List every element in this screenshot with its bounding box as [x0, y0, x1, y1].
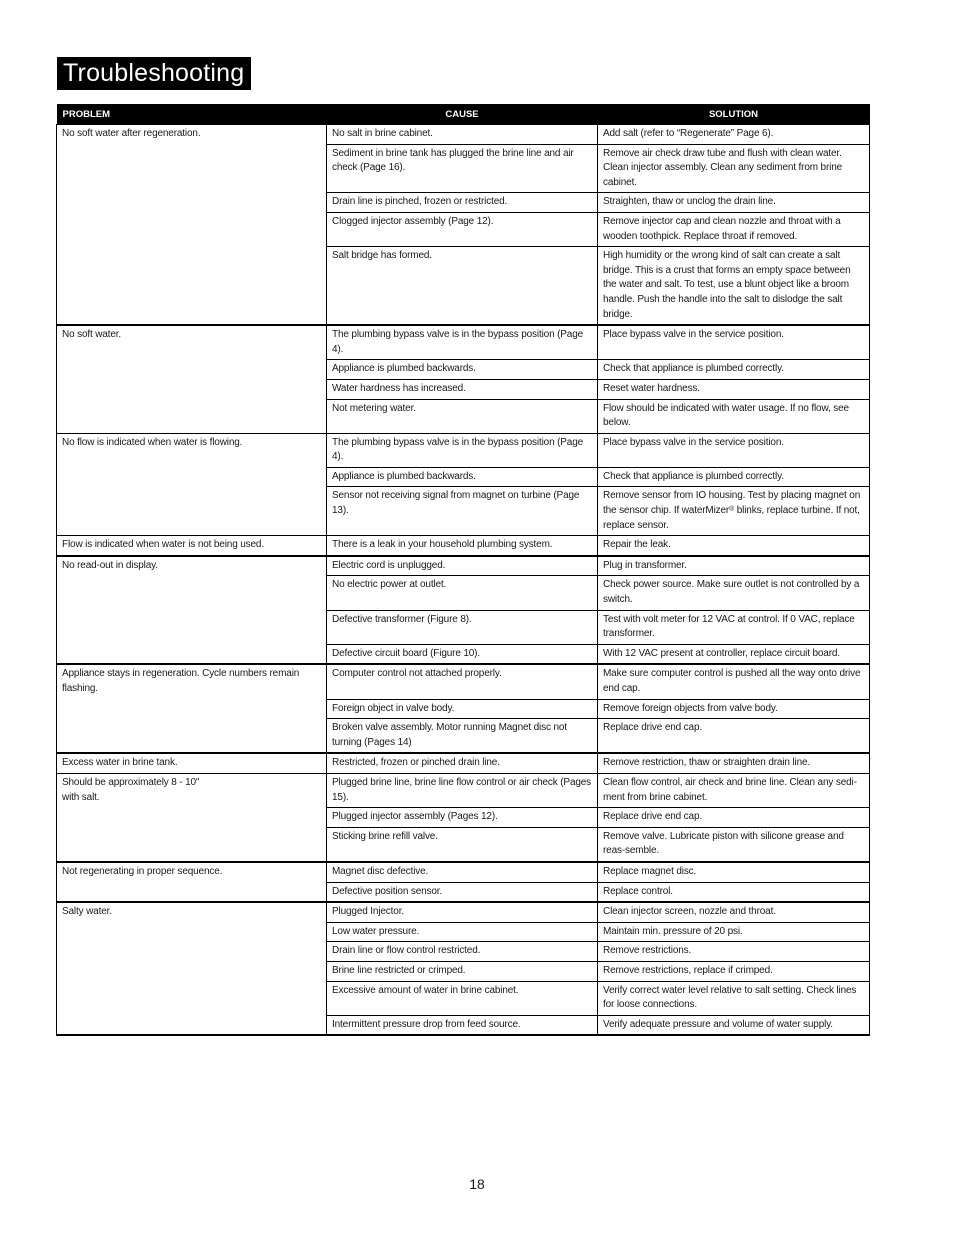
cause-cell: Sticking brine refill valve.	[327, 827, 598, 862]
solution-cell: Check that appliance is plumbed correctly.	[598, 360, 870, 380]
cause-cell: Plugged injector assembly (Pages 12).	[327, 808, 598, 828]
problem-cell	[57, 882, 327, 902]
problem-header: PROBLEM	[57, 104, 327, 125]
problem-cell	[57, 699, 327, 719]
solution-cell: Clean flow control, air check and brine line. Clean any sedi-ment from brine cabinet.	[598, 773, 870, 807]
solution-cell: Add salt (refer to “Regenerate” Page 6).	[598, 125, 870, 145]
problem-cell	[57, 961, 327, 981]
troubleshooting-table	[56, 104, 870, 1036]
problem-cell	[57, 487, 327, 536]
problem-cell	[57, 576, 327, 610]
table-row	[57, 942, 870, 962]
solution-cell: With 12 VAC present at controller, replace circuit board.	[598, 644, 870, 664]
solution-header: SOLUTION	[598, 104, 870, 125]
cause-cell: There is a leak in your household plumbing system.	[327, 536, 598, 556]
solution-cell: Remove restrictions.	[598, 942, 870, 962]
table-row	[57, 576, 870, 610]
cause-cell: Computer control not attached properly.	[327, 664, 598, 699]
problem-cell: No flow is indicated when water is flowing.	[57, 433, 327, 467]
cause-cell: No electric power at outlet.	[327, 576, 598, 610]
table-row	[57, 753, 870, 773]
cause-cell: Appliance is plumbed backwards.	[327, 360, 598, 380]
cause-cell: Excessive amount of water in brine cabinet.	[327, 981, 598, 1015]
solution-cell: Remove sensor from IO housing. Test by placing magnet on the sensor chip. If waterMizer® blinks, replace turbine. If not, replace sensor.	[598, 487, 870, 536]
table-row	[57, 399, 870, 433]
problem-cell: Excess water in brine tank.	[57, 753, 327, 773]
table-row	[57, 212, 870, 246]
table-row	[57, 1015, 870, 1035]
page-title: Troubleshooting	[57, 57, 251, 90]
solution-cell: Test with volt meter for 12 VAC at control. If 0 VAC, replace transformer.	[598, 610, 870, 644]
solution-cell: Remove restrictions, replace if crimped.	[598, 961, 870, 981]
problem-cell	[57, 212, 327, 246]
problem-cell: Not regenerating in proper sequence.	[57, 862, 327, 882]
cause-cell: Sensor not receiving signal from magnet on turbine (Page 13).	[327, 487, 598, 536]
problem-cell	[57, 467, 327, 487]
solution-cell: Remove injector cap and clean nozzle and throat with a wooden toothpick. Replace throat if removed.	[598, 212, 870, 246]
table-row	[57, 467, 870, 487]
cause-cell: Sediment in brine tank has plugged the brine line and air check (Page 16).	[327, 144, 598, 193]
cause-cell: Foreign object in valve body.	[327, 699, 598, 719]
solution-cell: Verify correct water level relative to salt setting. Check lines for loose connections.	[598, 981, 870, 1015]
problem-cell	[57, 942, 327, 962]
problem-cell: Should be approximately 8 - 10" with salt.	[57, 773, 327, 807]
table-header-row	[57, 104, 870, 125]
table-row	[57, 487, 870, 536]
table-row	[57, 433, 870, 467]
problem-cell	[57, 144, 327, 193]
problem-cell: No read-out in display.	[57, 556, 327, 576]
cause-cell: Defective position sensor.	[327, 882, 598, 902]
problem-cell: Salty water.	[57, 902, 327, 922]
solution-cell: Place bypass valve in the service position.	[598, 325, 870, 360]
cause-cell: Electric cord is unplugged.	[327, 556, 598, 576]
cause-cell: Plugged brine line, brine line flow control or air check (Pages 15).	[327, 773, 598, 807]
table-row	[57, 247, 870, 325]
table-row	[57, 961, 870, 981]
cause-cell: Magnet disc defective.	[327, 862, 598, 882]
cause-cell: Clogged injector assembly (Page 12).	[327, 212, 598, 246]
table-row	[57, 536, 870, 556]
problem-cell	[57, 610, 327, 644]
table-row	[57, 125, 870, 145]
table-row	[57, 556, 870, 576]
problem-cell	[57, 808, 327, 828]
solution-cell: Place bypass valve in the service position.	[598, 433, 870, 467]
solution-cell: Remove valve. Lubricate piston with silicone grease and reas-semble.	[598, 827, 870, 862]
cause-cell: Defective circuit board (Figure 10).	[327, 644, 598, 664]
cause-cell: Not metering water.	[327, 399, 598, 433]
solution-cell: Replace drive end cap.	[598, 808, 870, 828]
problem-cell	[57, 193, 327, 213]
solution-cell: Repair the leak.	[598, 536, 870, 556]
problem-cell: No soft water.	[57, 325, 327, 360]
cause-cell: Intermittent pressure drop from feed source.	[327, 1015, 598, 1035]
solution-cell: Remove air check draw tube and flush with clean water. Clean injector assembly. Clean any sediment from brine cabinet.	[598, 144, 870, 193]
table-row	[57, 379, 870, 399]
cause-cell: Restricted, frozen or pinched drain line.	[327, 753, 598, 773]
problem-cell	[57, 399, 327, 433]
problem-cell	[57, 827, 327, 862]
problem-cell	[57, 644, 327, 664]
problem-cell	[57, 981, 327, 1015]
cause-cell: Plugged Injector.	[327, 902, 598, 922]
cause-cell: The plumbing bypass valve is in the bypass position (Page 4).	[327, 325, 598, 360]
cause-cell: Water hardness has increased.	[327, 379, 598, 399]
table-row	[57, 773, 870, 807]
solution-cell: Remove foreign objects from valve body.	[598, 699, 870, 719]
table-row	[57, 644, 870, 664]
table-row	[57, 610, 870, 644]
solution-cell: High humidity or the wrong kind of salt can create a salt bridge. This is a crust that forms an empty space between the water and salt. To test, use a blunt object like a broom handle. Push the handle into the salt to dislodge the salt bridge.	[598, 247, 870, 325]
table-row	[57, 719, 870, 754]
problem-cell	[57, 1015, 327, 1035]
problem-cell	[57, 922, 327, 942]
table-row	[57, 827, 870, 862]
problem-cell: Flow is indicated when water is not being used.	[57, 536, 327, 556]
problem-cell: No soft water after regeneration.	[57, 125, 327, 145]
problem-cell	[57, 379, 327, 399]
cause-cell: Salt bridge has formed.	[327, 247, 598, 325]
cause-header: CAUSE	[327, 104, 598, 125]
solution-cell: Straighten, thaw or unclog the drain line.	[598, 193, 870, 213]
table-row	[57, 902, 870, 922]
solution-cell: Clean injector screen, nozzle and throat.	[598, 902, 870, 922]
cause-cell: Drain line or flow control restricted.	[327, 942, 598, 962]
solution-cell: Check that appliance is plumbed correctly.	[598, 467, 870, 487]
table-row	[57, 862, 870, 882]
solution-cell: Replace drive end cap.	[598, 719, 870, 754]
table-row	[57, 664, 870, 699]
solution-cell: Verify adequate pressure and volume of water supply.	[598, 1015, 870, 1035]
table-row	[57, 360, 870, 380]
table-row	[57, 699, 870, 719]
table-row	[57, 882, 870, 902]
solution-cell: Remove restriction, thaw or straighten drain line.	[598, 753, 870, 773]
solution-cell: Make sure computer control is pushed all the way onto drive end cap.	[598, 664, 870, 699]
cause-cell: Broken valve assembly. Motor running Magnet disc not turning (Pages 14)	[327, 719, 598, 754]
table-row	[57, 193, 870, 213]
cause-cell: No salt in brine cabinet.	[327, 125, 598, 145]
problem-cell	[57, 247, 327, 325]
cause-cell: Appliance is plumbed backwards.	[327, 467, 598, 487]
table-row	[57, 144, 870, 193]
solution-cell: Replace magnet disc.	[598, 862, 870, 882]
table-body	[57, 125, 870, 1036]
table-row	[57, 325, 870, 360]
cause-cell: The plumbing bypass valve is in the bypass position (Page 4).	[327, 433, 598, 467]
solution-cell: Reset water hardness.	[598, 379, 870, 399]
cause-cell: Defective transformer (Figure 8).	[327, 610, 598, 644]
solution-cell: Flow should be indicated with water usage. If no flow, see below.	[598, 399, 870, 433]
registered-mark: ®	[729, 506, 735, 514]
cause-cell: Drain line is pinched, frozen or restricted.	[327, 193, 598, 213]
table-row	[57, 981, 870, 1015]
page-number: 18	[469, 1176, 485, 1192]
solution-cell: Check power source. Make sure outlet is not controlled by a switch.	[598, 576, 870, 610]
table-row	[57, 922, 870, 942]
solution-cell: Plug in transformer.	[598, 556, 870, 576]
cause-cell: Brine line restricted or crimped.	[327, 961, 598, 981]
problem-cell: Appliance stays in regeneration. Cycle numbers remain flashing.	[57, 664, 327, 699]
problem-cell	[57, 360, 327, 380]
problem-cell	[57, 719, 327, 754]
cause-cell: Low water pressure.	[327, 922, 598, 942]
solution-cell: Maintain min. pressure of 20 psi.	[598, 922, 870, 942]
solution-cell: Replace control.	[598, 882, 870, 902]
table-row	[57, 808, 870, 828]
